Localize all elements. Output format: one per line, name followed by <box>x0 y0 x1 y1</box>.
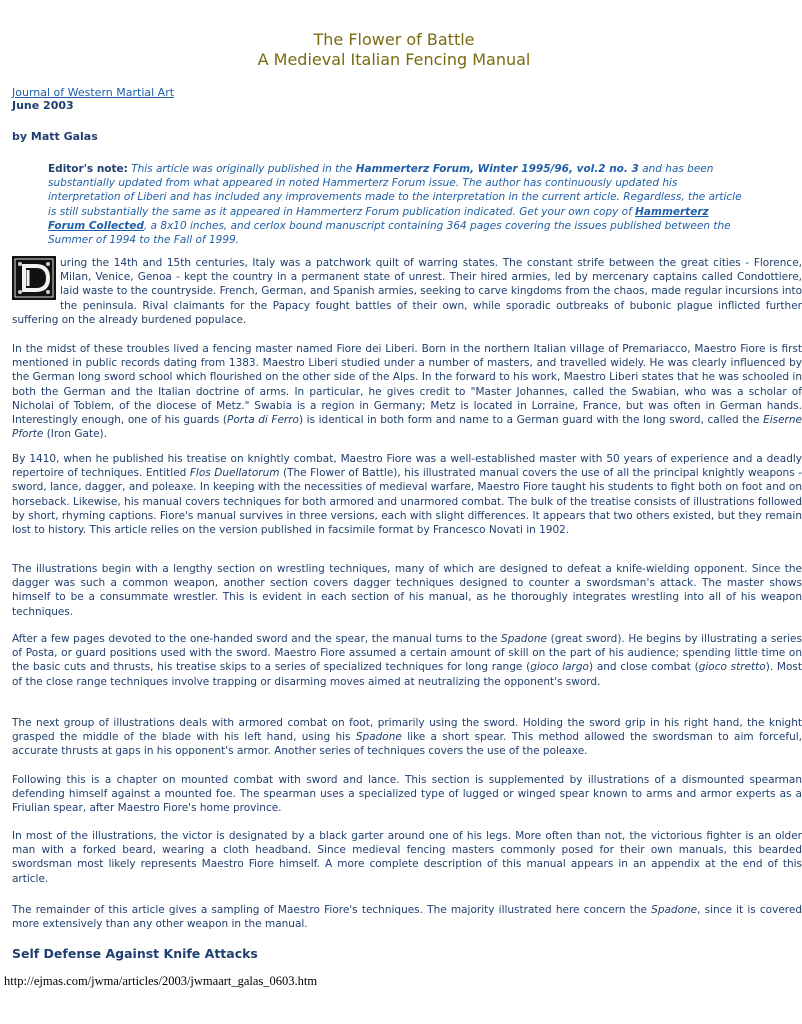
p5-spadone: Spadone <box>501 633 548 645</box>
drop-cap-d-icon <box>12 256 56 300</box>
editor-note-text-2: and has been substantially updated from what appeared in noted Hammerterz Forum issue. The author has continuously updated his interpretation of Liberi and has included any improvements made to the interpretation in the current article. Regardless, the article is still substantially the same as it appeared in Hammerterz Forum publication indicated. Get your own copy of <box>48 163 742 218</box>
paragraph-6 <box>12 716 802 759</box>
p2-text-b: ) is identical in both form and name to a German guard with the long sword, called the <box>298 414 764 427</box>
paragraph-1 <box>12 256 802 327</box>
p3-text-b: (The Flower of Battle), his illustrated manual covers the use of all the principal knightly weapons - sword, lance, dagger, and poleaxe. In keeping with the necessities of medieval warfare, Maestro Fiore taught his students to fight both on foot and on horseback. Likewise, his manual covers techniques for both armored and unarmored combat. The bulk of the treatise consists of illustrations followed by short, rhyming captions. Fiore's manual survives in three versions, each with slight differences. It appears that two others existed, but they remain lost to history. This article relies on the version published in facsimile format by Francesco Novati in 1902. <box>12 467 802 537</box>
p5-gioco-stretto: gioco stretto <box>698 661 766 674</box>
paragraph-1-text: uring the 14th and 15th centuries, Italy was a patchwork quilt of warring states. The constant strife between the great cities - Florence, Milan, Venice, Genoa - kept the country in a permanent state of unrest. Their hired armies, led by mercenary captains called Condottiere, laid waste to the countryside. French, German, and Spanish armies, seeking to carve kingdoms from the chaos, made regular incursions into the peninsula. Rival claimants for the Papacy fought battles of their own, while sporadic outbreaks of bubonic plague inflicted further suffering on the already burdened populace. <box>12 257 802 326</box>
p3-text-a: By 1410, when he published his treatise on knightly combat, Maestro Fiore was a well-established master with 50 years of experience and a deadly repertoire of techniques. Entitled <box>12 453 802 480</box>
article-subtitle: A Medieval Italian Fencing Manual <box>257 50 531 69</box>
p5-text-d: ). Most of the close range techniques involve trapping or disarming moves aimed at neutralizing the opponent's sword. <box>12 661 802 688</box>
p2-porta-di-ferro: Porta di Ferro <box>227 414 299 427</box>
p8-text: In most of the illustrations, the victor is designated by a black garter around one of his legs. More often than not, the victorious fighter is an older man with a forked beard, wearing a cloth headband. Since medieval fencing masters commonly posed for their own manuals, this bearded swordsman most likely represents Maestro Fiore himself. A more complete description of this manual appears in an appendix at the end of this article. <box>12 830 802 885</box>
p5-text-a: After a few pages devoted to the one-handed sword and the spear, the manual turns to the <box>12 633 502 645</box>
footer-url: http://ejmas.com/jwma/articles/2003/jwmaart_galas_0603.htm <box>4 974 318 988</box>
byline: by Matt Galas <box>12 130 98 143</box>
p4-text: The illustrations begin with a lengthy section on wrestling techniques, many of which are designed to defeat a knife-wielding opponent. Since the dagger was such a common weapon, another section covers dagger techniques designed to counter a swordsman's attack. The master shows himself to be a consummate wrestler. This is evident in each section of his manual, as he thoroughly integrates wrestling into all of his weapon techniques. <box>12 563 802 618</box>
editor-note <box>48 162 748 247</box>
editor-note-label: Editor's note: <box>48 163 128 175</box>
p6-text-a: The next group of illustrations deals with armored combat on foot, primarily using the sword. Holding the sword grip in his right hand, the knight grasped the middle of the blade with his left hand, using his <box>12 717 802 744</box>
paragraph-2 <box>12 342 802 441</box>
paragraph-9 <box>12 903 802 931</box>
p7-text: Following this is a chapter on mounted combat with sword and lance. This section is supplemented by illustrations of a dismounted spearman defending himself against a mounted foe. The spearman uses a specialized type of lugged or winged spear known to arms and armor experts as a Friulian spear, after Maestro Fiore's home province. <box>12 774 802 815</box>
editor-note-text-3: , a 8x10 inches, and cerlox bound manuscript containing 364 pages covering the issues published between the Summer of 1994 to the Fall of 1999. <box>48 219 731 247</box>
paragraph-7 <box>12 773 802 816</box>
p3-flos-duellatorum: Flos Duellatorum <box>189 467 280 480</box>
p6-text-b: like a short spear. This method allowed the swordsman to aim forceful, accurate thrusts at gaps in his opponent's armor. Another series of techniques covers the use of the poleaxe. <box>12 731 802 758</box>
editor-note-publication: Hammerterz Forum, Winter 1995/96, vol.2 no. 3 <box>355 163 639 175</box>
editor-note-text-1: This article was originally published in the <box>127 163 356 175</box>
p2-text-c: (Iron Gate). <box>43 428 107 441</box>
paragraph-8 <box>12 829 802 886</box>
p9-spadone: Spadone <box>651 904 698 916</box>
p2-eiserne-pforte: Eiserne Pforte <box>12 414 802 441</box>
hammerterz-collected-link[interactable]: Hammerterz Forum Collected <box>48 205 709 232</box>
p5-text-b: (great sword). He begins by illustrating a series of Posta, or guard positions used with the sword. Maestro Fiore assumed a certain amount of skill on the part of his audience; spending little time on the basic cuts and thrusts, his treatise skips to a series of specialized techniques for long range ( <box>12 633 802 674</box>
paragraph-5 <box>12 632 802 689</box>
p5-gioco-largo: gioco largo <box>530 661 589 674</box>
paragraph-4 <box>12 562 802 619</box>
p5-text-c: ) and close combat ( <box>588 661 699 674</box>
article-title: The Flower of Battle <box>313 30 475 49</box>
section-heading: Self Defense Against Knife Attacks <box>12 946 258 961</box>
journal-link[interactable]: Journal of Western Martial Art <box>12 86 175 99</box>
paragraph-3 <box>12 452 802 537</box>
p6-spadone: Spadone <box>355 731 402 744</box>
p9-text-a: The remainder of this article gives a sampling of Maestro Fiore's techniques. The majority illustrated here concern the <box>12 904 652 916</box>
journal-link-wrap <box>12 86 174 99</box>
p9-text-b: , since it is covered more extensively than any other weapon in the manual. <box>12 904 802 931</box>
p2-text-a: In the midst of these troubles lived a fencing master named Fiore dei Liberi. Born in the northern Italian village of Premariacco, Maestro Fiore is first mentioned in public records dating from 1383. Maestro Liberi studied under a number of masters, and travelled widely. He was clearly influenced by the German long sword school which flourished on the other side of the Alps. In the forward to his work, Maestro Liberi states that he was schooled in both the German and the Italian doctrine of arms. In particular, he gives credit to "Master Johannes, called the Swabian, who was a scholar of Nicholai of Toblem, of the diocese of Metz." Swabia is a region in Germany; Metz is located in Lorraine, France, but was often in German hands. Interestingly enough, one of his guards ( <box>12 343 802 427</box>
publication-date: June 2003 <box>12 99 74 112</box>
